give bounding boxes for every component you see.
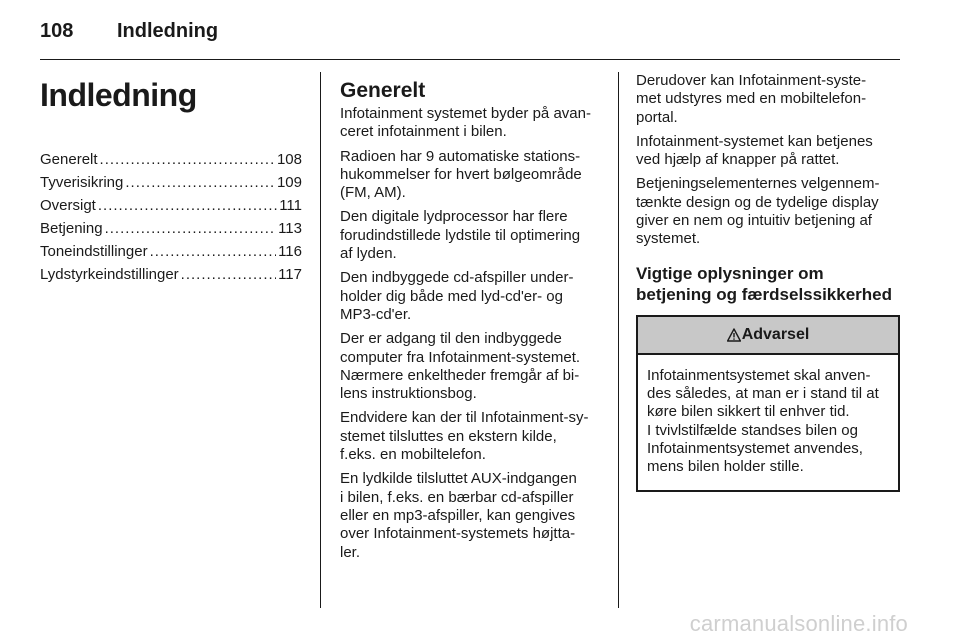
- toc-entry-betjening[interactable]: [40, 217, 302, 240]
- toc-label: Tyverisikring: [40, 174, 124, 191]
- toc-column: [40, 72, 302, 286]
- toc-label: Lydstyrkeindstillinger: [40, 266, 179, 283]
- toc-page: 108: [276, 151, 302, 168]
- warning-box: [636, 315, 900, 493]
- toc-label: Generelt: [40, 151, 98, 168]
- paragraph: Endvidere kan der til Infotainment-sy- stemet tilsluttes en ekstern kilde, f.eks. en mobiltelefon.: [340, 409, 589, 464]
- toc-entry-oversigt[interactable]: [40, 194, 302, 217]
- toc-entry-tyverisikring[interactable]: [40, 171, 302, 194]
- toc-entry-generelt[interactable]: [40, 148, 302, 171]
- toc-entry-lydstyrkeindstillinger[interactable]: [40, 263, 302, 286]
- toc-label: Oversigt: [40, 197, 96, 214]
- warning-text: I tvivlstilfælde standses bilen og Infotainmentsystemet anvendes, mens bilen holder stille.: [647, 421, 863, 476]
- page-number: 108: [40, 20, 74, 42]
- header-divider: [40, 59, 900, 60]
- paragraph: Den indbyggede cd-afspiller under- holder dig både med lyd-cd'er- og MP3-cd'er.: [340, 269, 574, 323]
- paragraph: Der er adgang til den indbyggede computer fra Infotainment-systemet. Nærmere enkeltheder fremgår af bi- lens instruktionsbog.: [340, 330, 581, 403]
- toc-page: 111: [279, 197, 302, 214]
- toc-leader: [181, 263, 276, 286]
- warning-body: [638, 355, 898, 491]
- toc-entry-toneindstillinger[interactable]: [40, 240, 302, 263]
- paragraph: Derudover kan Infotainment-syste- met udstyres med en mobiltelefon- portal.: [636, 72, 867, 126]
- toc-page: 117: [278, 266, 302, 283]
- toc-page: 116: [278, 243, 302, 260]
- toc-label: Betjening: [40, 220, 103, 237]
- chapter-title: Indledning: [40, 77, 197, 113]
- subheading: Vigtige oplysninger om betjening og færdselssikkerhed: [636, 263, 893, 304]
- column-divider: [618, 72, 619, 608]
- toc-leader: [100, 148, 275, 171]
- page-header: [40, 20, 900, 50]
- paragraph: Infotainment-systemet kan betjenes ved hjælp af knapper på rattet.: [636, 132, 873, 169]
- right-column: [636, 72, 902, 492]
- warning-title: Advarsel: [741, 325, 810, 343]
- watermark: carmanualsonline.info: [689, 611, 908, 636]
- generelt-column: [340, 72, 606, 568]
- table-of-contents: [40, 148, 302, 286]
- paragraph: Infotainment systemet byder på avan- ceret infotainment i bilen.: [340, 105, 591, 141]
- toc-leader: [105, 217, 277, 240]
- toc-page: 109: [276, 174, 302, 191]
- warning-text: Infotainmentsystemet skal anven- des således, at man er i stand til at køre bilen sikkert til enhver tid.: [647, 366, 879, 421]
- paragraph: Den digitale lydprocessor har flere forudindstillede lydstile til optimering af lyden.: [340, 208, 581, 263]
- warning-triangle-icon: [727, 328, 741, 342]
- toc-leader: [125, 171, 275, 194]
- toc-leader: [98, 194, 277, 217]
- warning-header: [638, 317, 898, 355]
- section-title: Generelt: [340, 79, 426, 102]
- running-title: Indledning: [117, 20, 219, 42]
- toc-leader: [150, 240, 277, 263]
- paragraph: En lydkilde tilsluttet AUX-indgangen i bilen, f.eks. en bærbar cd-afspiller eller en mp3-afspiller, kan gengives over Infotainment-systemets højtta- ler.: [340, 470, 577, 561]
- paragraph: Radioen har 9 automatiske stations- hukommelser for hvert bølgeområde (FM, AM).: [340, 147, 582, 202]
- toc-label: Toneindstillinger: [40, 243, 148, 260]
- column-divider: [320, 72, 321, 608]
- toc-page: 113: [278, 220, 302, 237]
- paragraph: Betjeningselementernes velgennem- tænkte design og de tydelige display giver en nem og intuitiv betjening af systemet.: [636, 175, 880, 248]
